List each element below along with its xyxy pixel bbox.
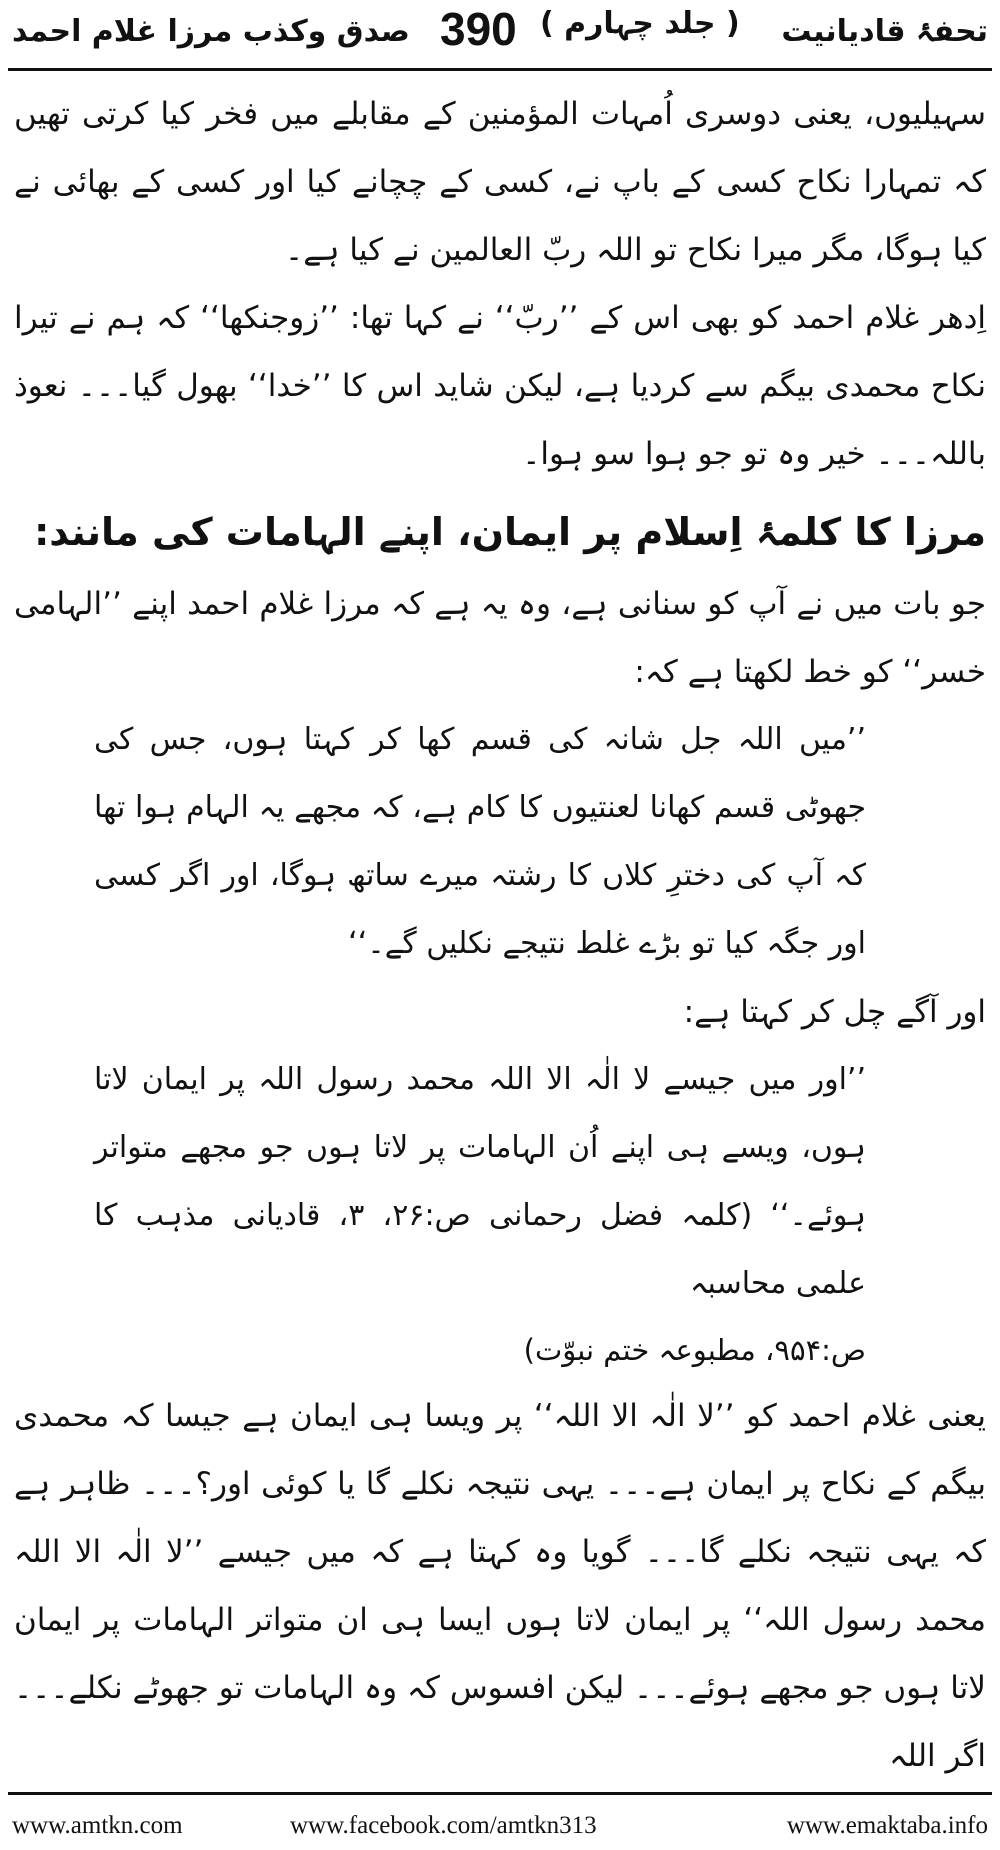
paragraph-5: یعنی غلام احمد کو ’’لا الٰہ الا اللہ‘‘ پر ویسا ہی ایمان ہے جیسا کہ محمدی بیگم کے نکاح پر ایمان ہے۔۔۔ یہی نتیجہ نکلے گا یا کوئی اور؟۔۔۔ ظاہر ہے کہ یہی نتیجہ نکلے گا۔۔۔ گویا وہ کہتا ہے کہ میں جیسے ’’لا الٰہ الا اللہ محمد رسول اللہ‘‘ پر ایمان لاتا ہوں ایسا ہی ان متواتر الہامات پر ایمان لاتا ہوں جو مجھے ہوئے۔۔۔ لیکن افسوس کہ وہ الہامات تو جھوٹے نکلے۔۔۔ اگر اللہ — [14, 1398, 986, 1774]
footer-link-amtkn[interactable]: www.amtkn.com — [12, 1812, 183, 1839]
paragraph-2: اِدھر غلام احمد کو بھی اس کے ’’ربّ‘‘ نے کہا تھا: ’’زوجنکھا‘‘ کہ ہم نے تیرا نکاح محمدی بیگم سے کردیا ہے، لیکن شاید اس کا ’’خدا‘‘ بھول گیا۔۔۔ نعوذ باللہ۔۔۔ خیر وہ تو جو ہوا سو ہوا۔ — [14, 300, 986, 472]
volume-label: ( جلد چہارم ) — [540, 6, 740, 41]
section-title: صدق وکذب مرزا غلام احمد — [12, 14, 410, 49]
page-number: 390 — [440, 3, 517, 55]
header-divider — [8, 68, 992, 71]
page-header — [0, 0, 1000, 70]
section-heading: مرزا کا کلمۂ اِسلام پر ایمان، اپنے الہامات کی مانند: — [34, 510, 986, 554]
footer-link-emaktaba[interactable]: www.emaktaba.info — [786, 1812, 988, 1839]
page-body — [14, 80, 986, 1780]
footer-link-facebook[interactable]: www.facebook.com/amtkn313 — [290, 1812, 597, 1839]
paragraph-3: جو بات میں نے آپ کو سنانی ہے، وہ یہ ہے کہ مرزا غلام احمد اپنے ’’الہامی خسر‘‘ کو خط لکھتا ہے کہ: — [14, 586, 986, 690]
quote-1: ’’میں اللہ جل شانہ کی قسم کھا کر کہتا ہوں، جس کی جھوٹی قسم کھانا لعنتیوں کا کام ہے، کہ مجھے یہ الہام ہوا تھا کہ آپ کی دخترِ کلاں کا رشتہ میرے ساتھ ہوگا، اور اگر کسی اور جگہ کیا تو بڑے غلط نتیجے نکلیں گے۔‘‘ — [94, 722, 866, 961]
paragraph-1: سہیلیوں، یعنی دوسری اُمہات المؤمنین کے مقابلے میں فخر کیا کرتی تھیں کہ تمہارا نکاح کسی کے باپ نے، کسی کے چچانے کیا اور کسی کے بھائی نے کیا ہوگا، مگر میرا نکاح تو اللہ ربّ العالمین نے کیا ہے۔ — [14, 96, 986, 268]
book-title: تحفۂ قادیانیت — [781, 14, 988, 49]
paragraph-4: اور آگے چل کر کہتا ہے: — [683, 994, 986, 1030]
page-footer — [0, 1808, 1000, 1848]
footer-divider — [8, 1792, 992, 1795]
quote-2-reference: ص:۹۵۴، مطبوعہ ختم نبوّت) — [523, 1333, 866, 1367]
quote-2: ’’اور میں جیسے لا الٰہ الا اللہ محمد رسول اللہ پر ایمان لاتا ہوں، ویسے ہی اپنے اُن الہامات پر لاتا ہوں جو مجھے متواتر ہوئے۔‘‘ (کلمہ فضل رحمانی ص:۲۶، ۳، قادیانی مذہب کا علمی محاسبہ — [94, 1062, 866, 1301]
